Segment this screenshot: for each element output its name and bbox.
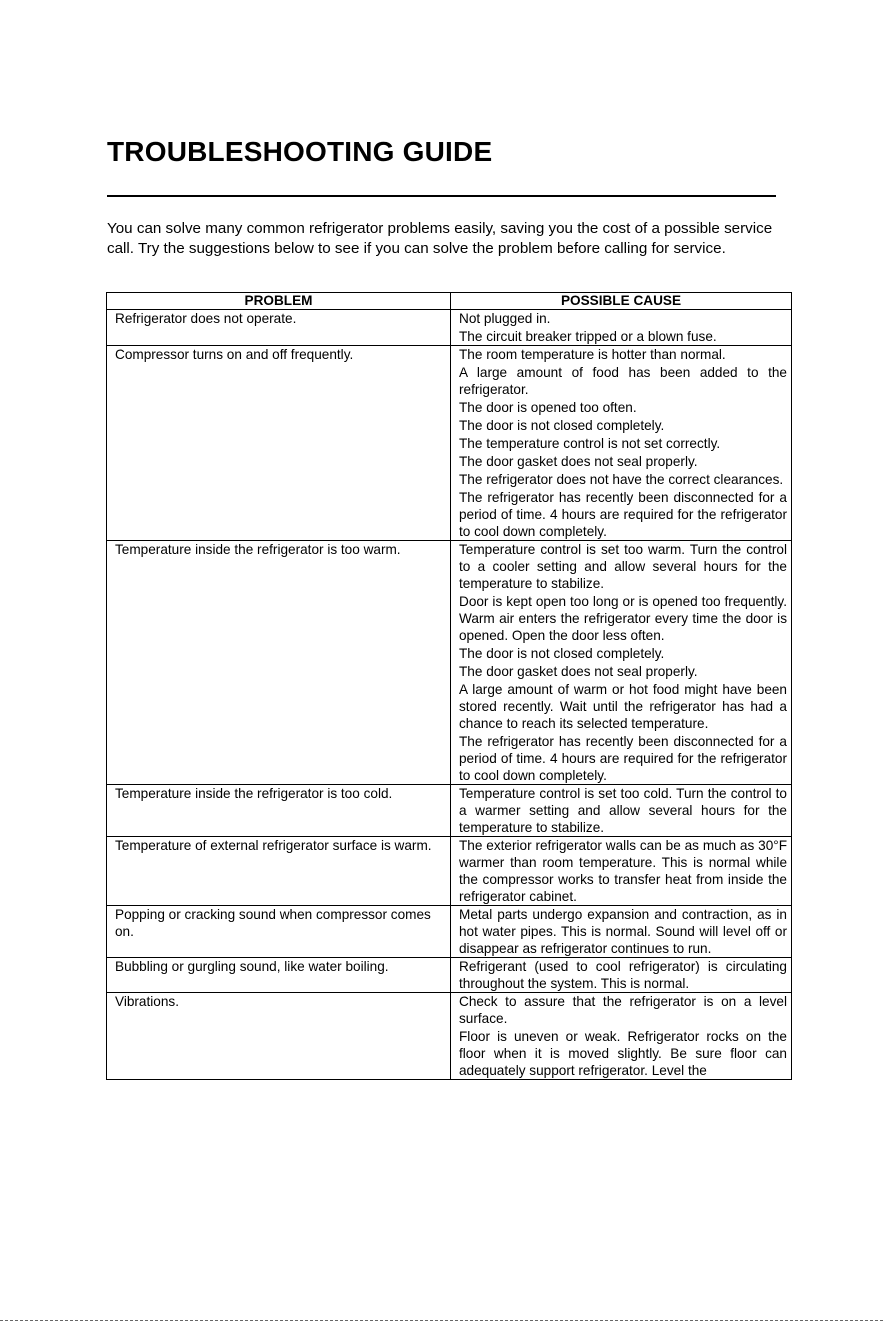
table-row [107,785,792,837]
cause-cell [451,310,792,346]
cause-text: The door gasket does not seal properly. [459,664,698,679]
cause-cell [451,541,792,785]
table-row [107,958,792,993]
cause-text: The refrigerator has recently been disconnected for a period of time. 4 hours are required for the refrigerator to cool down completely. [459,734,787,783]
cause-cell [451,993,792,1080]
intro-paragraph: You can solve many common refrigerator problems easily, saving you the cost of a possible service call. Try the suggestions below to see if you can solve the problem before calling for service. [107,220,773,257]
cause-text: The temperature control is not set correctly. [459,436,721,451]
cause-text: Not plugged in. [459,311,551,326]
cause-text: The door gasket does not seal properly. [459,454,698,469]
cause-text: The door is opened too often. [459,400,637,415]
problem-cell: Temperature inside the refrigerator is too cold. [107,785,451,837]
header-possible-cause: POSSIBLE CAUSE [451,293,792,310]
problem-cell: Bubbling or gurgling sound, like water boiling. [107,958,451,993]
cause-cell [451,346,792,541]
table-row [107,541,792,785]
page-edge-line [0,1320,883,1321]
problem-cell: Vibrations. [107,993,451,1080]
problem-cell: Refrigerator does not operate. [107,310,451,346]
table-header-row [107,293,792,310]
page-title: TROUBLESHOOTING GUIDE [107,136,493,167]
cause-text: The refrigerator has recently been disconnected for a period of time. 4 hours are required for the refrigerator to cool down completely. [459,490,787,539]
cause-text: The exterior refrigerator walls can be as much as 30°F warmer than room temperature. This is normal while the compressor works to transfer heat from inside the refrigerator cabinet. [459,838,787,904]
cause-cell [451,958,792,993]
cause-text: Check to assure that the refrigerator is on a level surface. [459,994,787,1026]
problem-cell: Compressor turns on and off frequently. [107,346,451,541]
header-problem: PROBLEM [107,293,451,310]
cause-cell [451,837,792,906]
problem-cell: Temperature inside the refrigerator is too warm. [107,541,451,785]
cause-text: Floor is uneven or weak. Refrigerator rocks on the floor when it is moved slightly. Be sure floor can adequately support refrigerator. Level the [459,1029,787,1078]
cause-text: A large amount of warm or hot food might have been stored recently. Wait until the refrigerator has had a chance to reach its selected temperature. [459,682,787,731]
table-row [107,346,792,541]
title-divider [107,195,776,197]
cause-text: The room temperature is hotter than normal. [459,347,726,362]
cause-cell [451,785,792,837]
table-row [107,993,792,1080]
troubleshooting-table [106,292,792,1080]
table-row [107,310,792,346]
cause-text: A large amount of food has been added to the refrigerator. [459,365,787,397]
cause-text: The circuit breaker tripped or a blown fuse. [459,329,717,344]
cause-cell [451,906,792,958]
cause-text: Refrigerant (used to cool refrigerator) is circulating throughout the system. This is normal. [459,959,787,991]
problem-cell: Popping or cracking sound when compressor comes on. [107,906,451,958]
cause-text: The door is not closed completely. [459,646,665,661]
cause-text: Temperature control is set too cold. Turn the control to a warmer setting and allow several hours for the temperature to stabilize. [459,786,787,835]
cause-text: The refrigerator does not have the correct clearances. [459,472,784,487]
problem-cell: Temperature of external refrigerator surface is warm. [107,837,451,906]
table-row [107,906,792,958]
cause-text: The door is not closed completely. [459,418,665,433]
cause-text: Temperature control is set too warm. Turn the control to a cooler setting and allow several hours for the temperature to stabilize. [459,542,787,591]
table-row [107,837,792,906]
cause-text: Metal parts undergo expansion and contraction, as in hot water pipes. This is normal. Sound will level off or disappear as refrigerator continues to run. [459,907,787,956]
cause-text: Door is kept open too long or is opened too frequently. Warm air enters the refrigerator every time the door is opened. Open the door less often. [459,594,787,643]
